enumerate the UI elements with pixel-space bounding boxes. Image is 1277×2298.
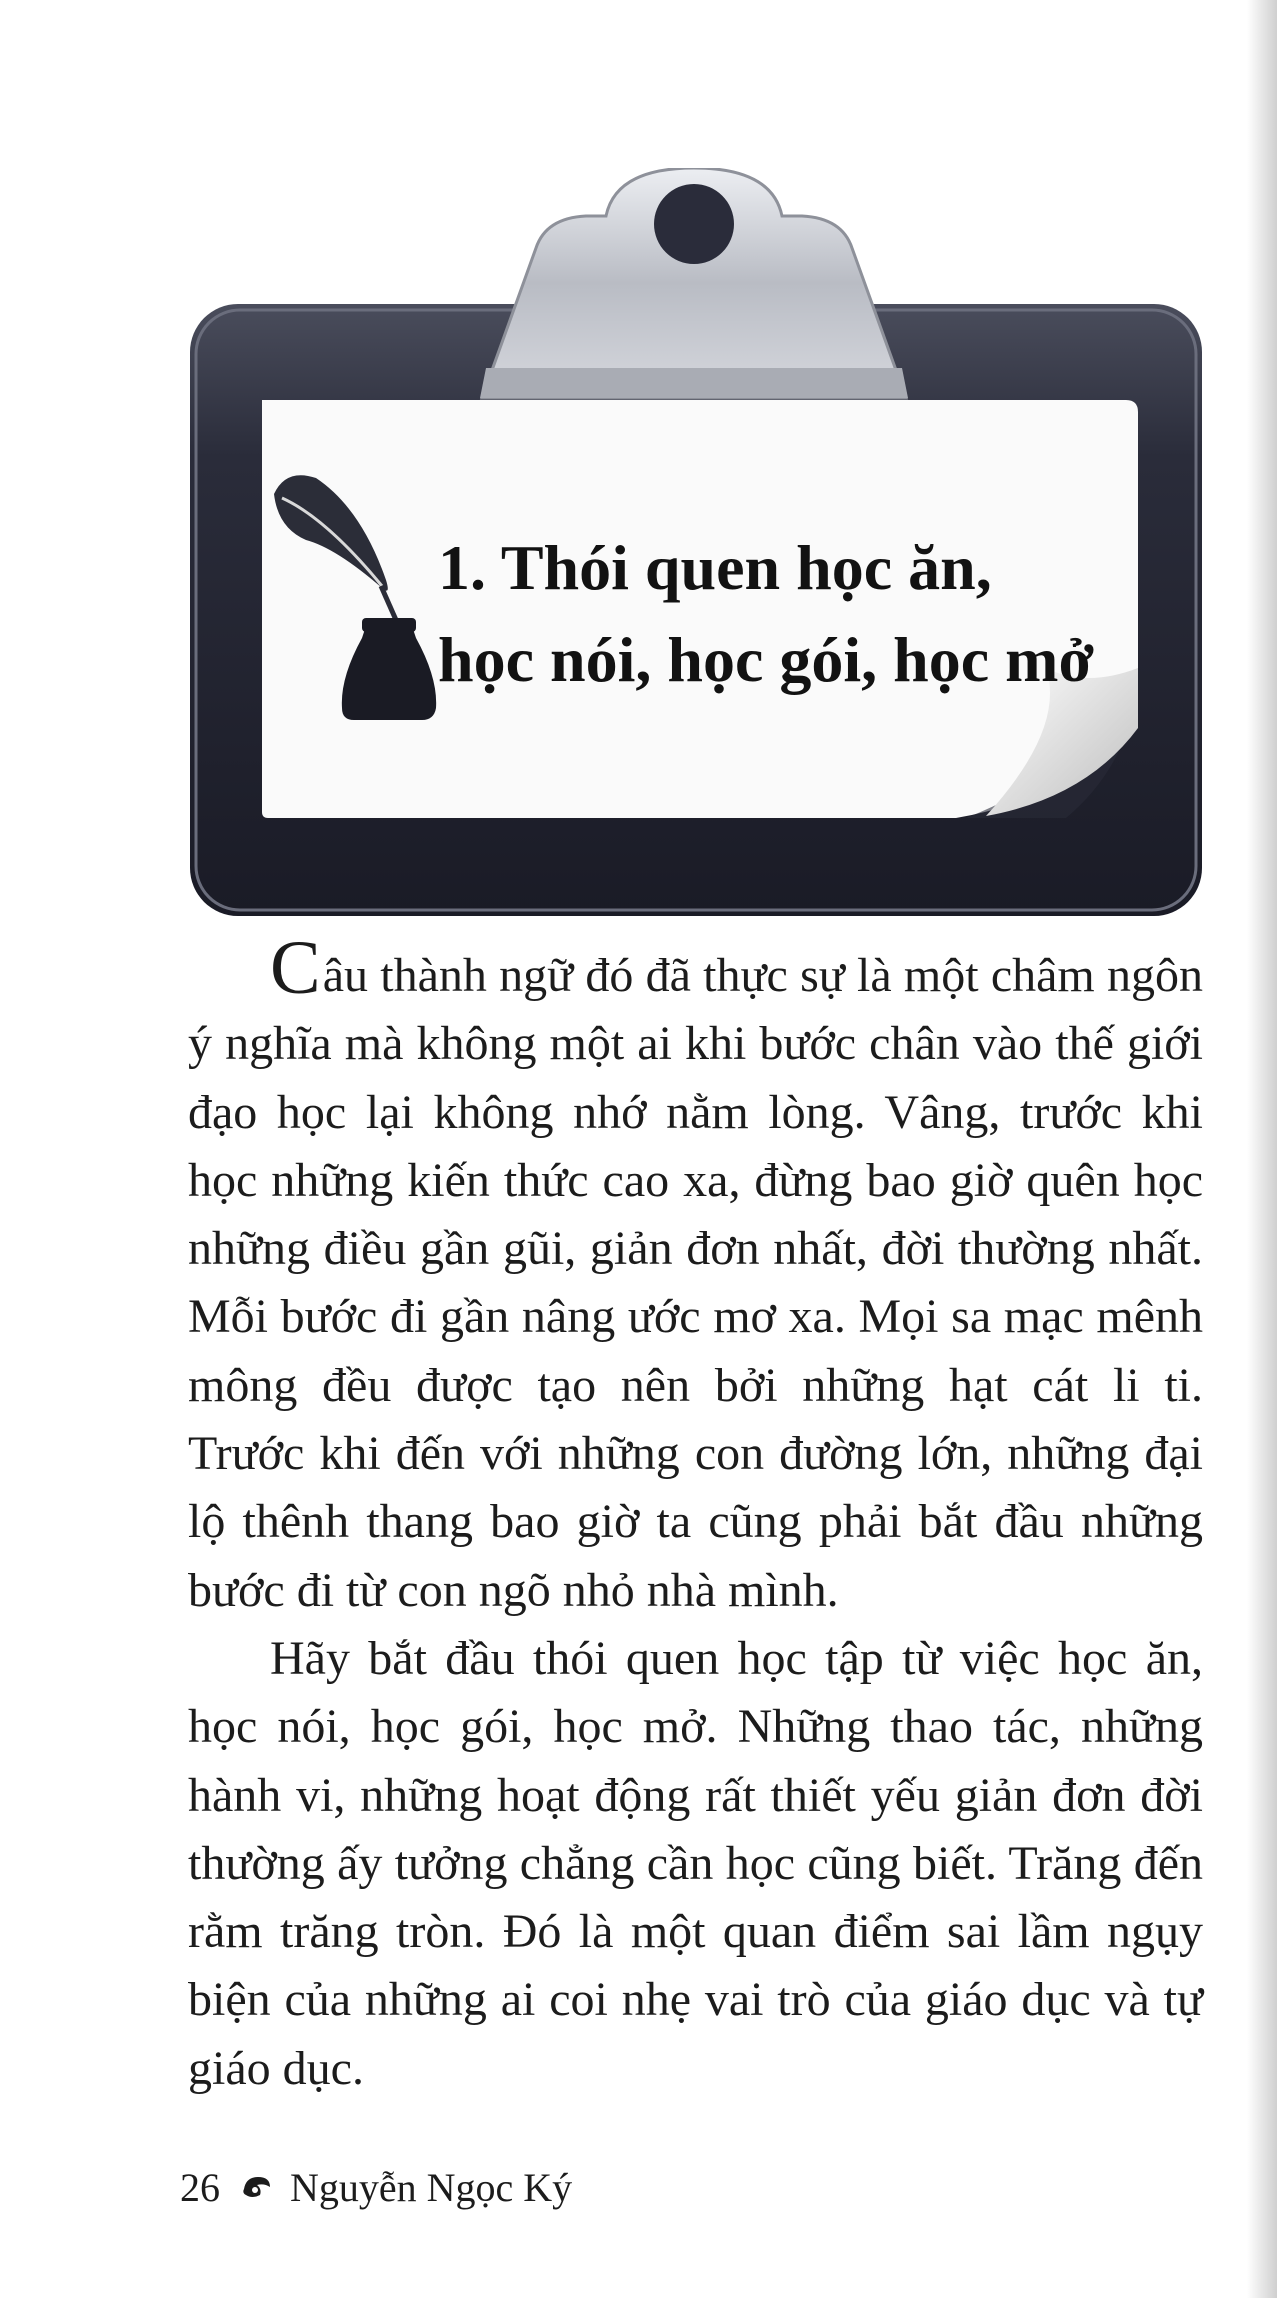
page-number: 26	[180, 2165, 220, 2210]
paragraph-1-text: âu thành ngữ đó đã thực sự là một châm ngôn ý nghĩa mà không một ai khi bước chân vào thế giới đạo học lại không nhớ nằm lòng. Vâng, trước khi học những kiến thức cao xa, đừng bao giờ quên học những điều gần gũi, giản đơn nhất, đời thường nhất. Mỗi bước đi gần nâng ước mơ xa. Mọi sa mạc mênh mông đều được tạo nên bởi những hạt cát li ti. Trước khi đến với những con đường lớn, những đại lộ thênh thang bao giờ ta cũng phải bắt đầu những bước đi từ con ngõ nhỏ nhà mình.	[188, 949, 1203, 1617]
chapter-title-line-2: học nói, học gói, học mở	[438, 624, 1094, 695]
leaf-ornament-icon	[240, 2173, 274, 2203]
chapter-title	[438, 522, 1138, 706]
drop-cap: C	[270, 926, 321, 1010]
page-footer	[180, 2164, 572, 2211]
page-edge-shadow	[1247, 0, 1277, 2298]
paragraph-2: Hãy bắt đầu thói quen học tập từ việc học ăn, học nói, học gói, học mở. Những thao tác, những hành vi, những hoạt động rất thiết yếu giản đơn đời thường ấy tưởng chẳng cần học cũng biết. Trăng đến rằm trăng tròn. Đó là một quan điểm sai lầm ngụy biện của những ai coi nhẹ vai trò của giáo dục và tự giáo dục.	[188, 1631, 1203, 2095]
paragraph-1	[188, 926, 1203, 1625]
chapter-title-line-1: 1. Thói quen học ăn,	[438, 532, 992, 603]
author-name: Nguyễn Ngọc Ký	[290, 2165, 573, 2210]
body-text	[188, 926, 1203, 2103]
